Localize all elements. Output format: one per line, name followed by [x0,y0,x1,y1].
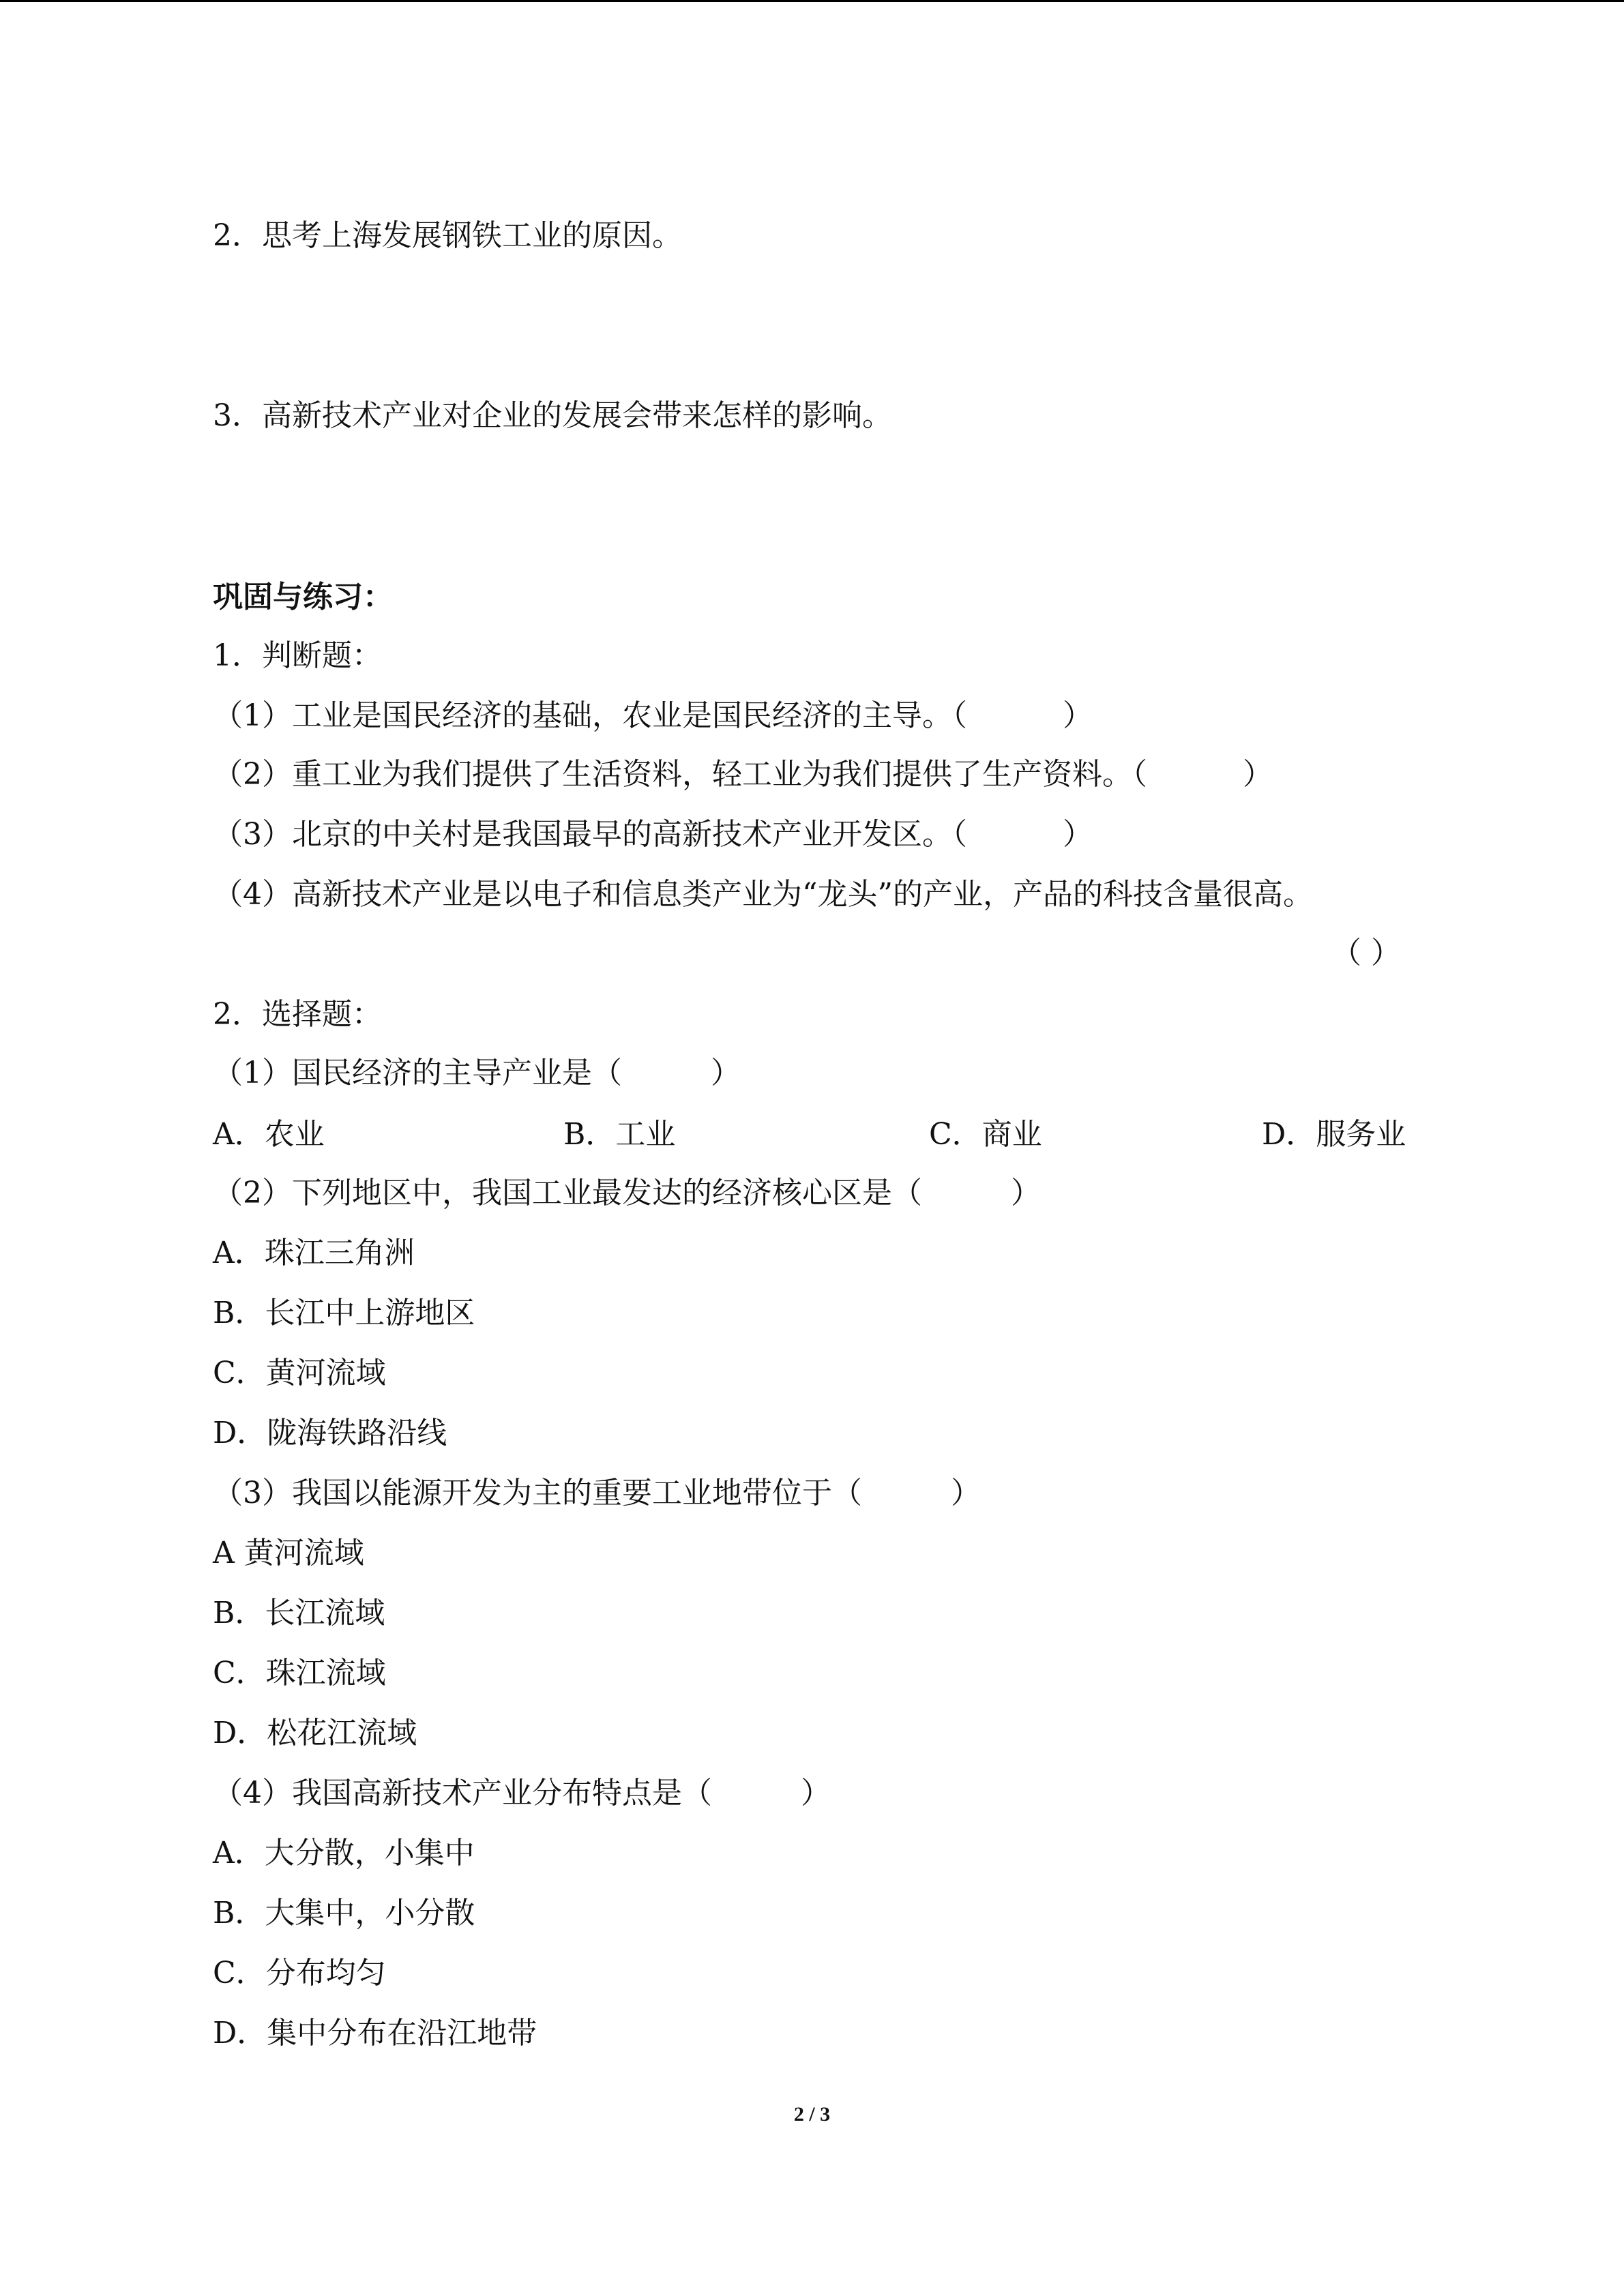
choice-q1-stem [213,1054,741,1092]
think-question-2: 2．思考上海发展钢铁工业的原因。 [213,218,682,253]
choice-q2-stem-text: （2）下列地区中，我国工业最发达的经济核心区是（ [213,1176,922,1210]
choice-q4-close: ） [801,1776,831,1810]
choice-q3-option-a: A 黄河流域 [213,1536,364,1570]
choice-q1-option-a: A．农业 [213,1117,325,1152]
judge-item-4: （4）高新技术产业是以电子和信息类产业为“龙头”的产业，产品的科技含量很高。 [213,877,1313,912]
choice-q3-option-d: D．松花江流域 [213,1716,417,1750]
choice-q4-stem-text: （4）我国高新技术产业分布特点是（ [213,1776,712,1810]
choice-title: 2．选择题： [213,997,382,1032]
choice-q1-close: ） [711,1056,741,1090]
choice-q2-stem [213,1174,1041,1212]
choice-q1-option-c: C．商业 [929,1117,1042,1152]
choice-q1-option-b: B．工业 [563,1117,676,1152]
judge-item-1-text: （1）工业是国民经济的基础，农业是国民经济的主导。（ [213,698,967,733]
judge-item-4-answer: （ ） [1331,936,1401,970]
choice-q3-option-c: C．珠江流域 [213,1656,386,1690]
choice-q4-option-c: C．分布均匀 [213,1956,386,1991]
practice-heading: 巩固与练习： [213,580,393,614]
choice-q3-stem [213,1474,981,1512]
choice-q2-option-d: D．陇海铁路沿线 [213,1416,447,1450]
judge-item-1 [213,697,1093,735]
judge-title: 1．判断题： [213,638,382,673]
judge-item-1-close: ） [1063,698,1093,733]
page-number: 2 / 3 [793,2103,831,2126]
choice-q3-stem-text: （3）我国以能源开发为主的重要工业地带位于（ [213,1476,862,1510]
judge-item-3-text: （3）北京的中关村是我国最早的高新技术产业开发区。（ [213,817,967,852]
choice-q4-option-a: A．大分散，小集中 [213,1836,475,1870]
judge-item-2 [213,756,1273,794]
choice-q2-option-c: C．黄河流域 [213,1356,386,1390]
choice-q4-option-b: B．大集中，小分散 [213,1896,475,1930]
choice-q4-option-d: D．集中分布在沿江地带 [213,2016,537,2051]
choice-q3-option-b: B．长江流域 [213,1596,385,1630]
judge-item-3-close: ） [1063,817,1093,852]
judge-item-2-close: ） [1243,757,1273,792]
think-question-3: 3．高新技术产业对企业的发展会带来怎样的影响。 [213,398,892,433]
judge-item-3 [213,816,1093,854]
judge-item-2-text: （2）重工业为我们提供了生活资料，轻工业为我们提供了生产资料。（ [213,757,1147,792]
choice-q2-option-a: A．珠江三角洲 [213,1236,415,1270]
choice-q1-stem-text: （1）国民经济的主导产业是（ [213,1056,622,1090]
page-top-border [0,0,1624,2]
choice-q4-stem [213,1774,831,1813]
choice-q2-option-b: B．长江中上游地区 [213,1296,475,1330]
choice-q1-option-d: D．服务业 [1262,1117,1406,1152]
choice-q3-close: ） [951,1476,981,1510]
choice-q2-close: ） [1011,1176,1041,1210]
